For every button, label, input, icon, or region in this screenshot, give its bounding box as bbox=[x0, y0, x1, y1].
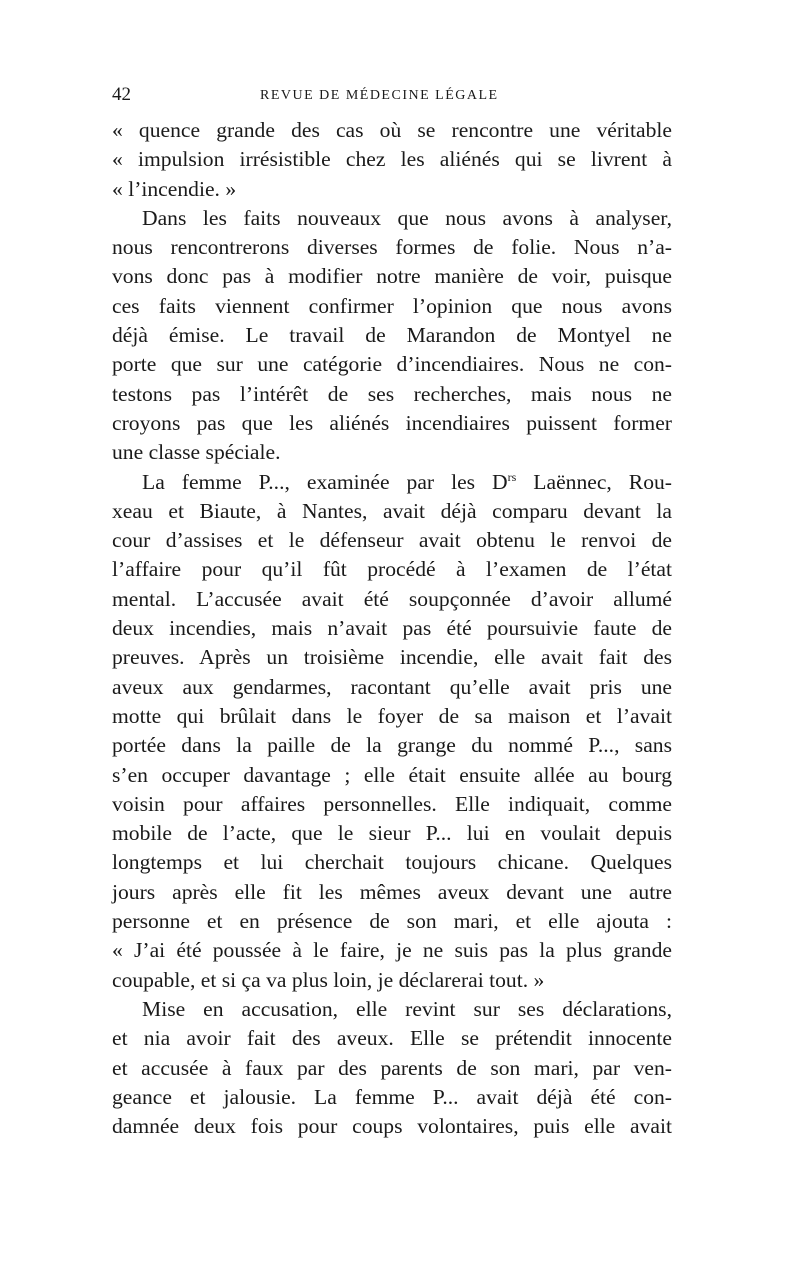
text-line-content: porte que sur une catégorie d’incendiaires. Nous ne con- bbox=[112, 352, 672, 377]
text-line-content: cour d’assises et le défenseur avait obtenu le renvoi de bbox=[112, 528, 672, 553]
text-line bbox=[112, 468, 672, 497]
text-line-content: jours après elle fit les mêmes aveux devant une autre bbox=[112, 879, 672, 904]
text-line bbox=[112, 116, 672, 145]
text-line bbox=[112, 1112, 672, 1141]
text-line-content: deux incendies, mais n’avait pas été poursuivie faute de bbox=[112, 616, 672, 641]
page-number: 42 bbox=[112, 84, 131, 105]
text-line-content: croyons pas que les aliénés incendiaires puissent former bbox=[112, 410, 672, 435]
text-line bbox=[112, 321, 672, 350]
text-line bbox=[112, 995, 672, 1024]
text-line bbox=[112, 233, 672, 262]
text-line-content: coupable, et si ça va plus loin, je déclarerai tout. » bbox=[112, 967, 545, 992]
running-title: REVUE DE MÉDECINE LÉGALE bbox=[260, 88, 499, 103]
text-line bbox=[112, 497, 672, 526]
text-line-content: motte qui brûlait dans le foyer de sa maison et l’avait bbox=[112, 703, 672, 728]
text-line bbox=[112, 204, 672, 233]
text-line-content: « quence grande des cas où se rencontre une véritable bbox=[112, 118, 672, 142]
text-line-content: et accusée à faux par des parents de son mari, par ven- bbox=[112, 1055, 672, 1080]
text-line bbox=[112, 702, 672, 731]
text-line-content: nous rencontrerons diverses formes de folie. Nous n’a- bbox=[112, 235, 672, 260]
text-line bbox=[112, 790, 672, 819]
text-line bbox=[112, 819, 672, 848]
text-line-content: preuves. Après un troisième incendie, elle avait fait des bbox=[112, 645, 672, 670]
text-line bbox=[112, 262, 672, 291]
text-line bbox=[112, 1054, 672, 1083]
text-line-content: testons pas l’intérêt de ses recherches, mais nous ne bbox=[112, 381, 672, 406]
text-line bbox=[112, 907, 672, 936]
text-line bbox=[112, 731, 672, 760]
text-line bbox=[112, 966, 672, 995]
text-line bbox=[112, 526, 672, 555]
text-line bbox=[112, 878, 672, 907]
text-line-content: portée dans la paille de la grange du nommé P..., sans bbox=[112, 733, 672, 758]
text-line bbox=[112, 643, 672, 672]
text-line-content: l’affaire pour qu’il fût procédé à l’examen de l’état bbox=[112, 557, 672, 582]
text-line bbox=[112, 409, 672, 438]
text-line-content: damnée deux fois pour coups volontaires, puis elle avait bbox=[112, 1114, 672, 1139]
superscript: rs bbox=[507, 469, 517, 484]
text-line bbox=[112, 145, 672, 174]
body-text bbox=[112, 116, 672, 1141]
text-line-content: mental. L’accusée avait été soupçonnée d’avoir allumé bbox=[112, 586, 672, 611]
text-line-content: voisin pour affaires personnelles. Elle indiquait, comme bbox=[112, 791, 672, 816]
text-line-content: Dans les faits nouveaux que nous avons à analyser, bbox=[142, 205, 672, 230]
text-line bbox=[112, 555, 672, 584]
text-line bbox=[112, 614, 672, 643]
text-line bbox=[112, 292, 672, 321]
text-line-content: vons donc pas à modifier notre manière de voir, puisque bbox=[112, 264, 672, 289]
text-line-content: déjà émise. Le travail de Marandon de Montyel ne bbox=[112, 323, 672, 348]
text-line bbox=[112, 585, 672, 614]
text-line-content: Mise en accusation, elle revint sur ses déclarations, bbox=[142, 996, 672, 1021]
text-line-content: geance et jalousie. La femme P... avait déjà été con- bbox=[112, 1084, 672, 1109]
text-line-content: xeau et Biaute, à Nantes, avait déjà comparu devant la bbox=[112, 498, 672, 523]
text-line bbox=[112, 673, 672, 702]
text-line bbox=[112, 175, 672, 204]
text-line bbox=[112, 438, 672, 467]
text-line-content: « l’incendie. » bbox=[112, 176, 237, 201]
text-line-continuation: Laënnec, Rou- bbox=[516, 469, 672, 494]
text-line bbox=[112, 1024, 672, 1053]
text-line bbox=[112, 380, 672, 409]
text-line bbox=[112, 350, 672, 379]
text-line-content: aveux aux gendarmes, racontant qu’elle avait pris une bbox=[112, 674, 672, 699]
text-line-content: La femme P..., examinée par les D bbox=[142, 469, 508, 494]
text-line bbox=[112, 761, 672, 790]
text-line-content: ces faits viennent confirmer l’opinion que nous avons bbox=[112, 293, 672, 318]
text-line-content: et nia avoir fait des aveux. Elle se prétendit innocente bbox=[112, 1026, 672, 1051]
document-page bbox=[112, 84, 672, 1141]
text-line bbox=[112, 936, 672, 965]
text-line-content: une classe spéciale. bbox=[112, 440, 281, 465]
text-line-content: « impulsion irrésistible chez les aliénés qui se livrent à bbox=[112, 147, 672, 172]
text-line bbox=[112, 848, 672, 877]
text-line-content: s’en occuper davantage ; elle était ensuite allée au bourg bbox=[112, 762, 672, 787]
text-line-content: longtemps et lui cherchait toujours chicane. Quelques bbox=[112, 850, 672, 875]
text-line-content: personne et en présence de son mari, et elle ajouta : bbox=[112, 909, 672, 934]
text-line-content: « J’ai été poussée à le faire, je ne suis pas la plus grande bbox=[112, 938, 672, 963]
page-header bbox=[112, 84, 672, 114]
text-line bbox=[112, 1083, 672, 1112]
text-line-content: mobile de l’acte, que le sieur P... lui en voulait depuis bbox=[112, 821, 672, 846]
